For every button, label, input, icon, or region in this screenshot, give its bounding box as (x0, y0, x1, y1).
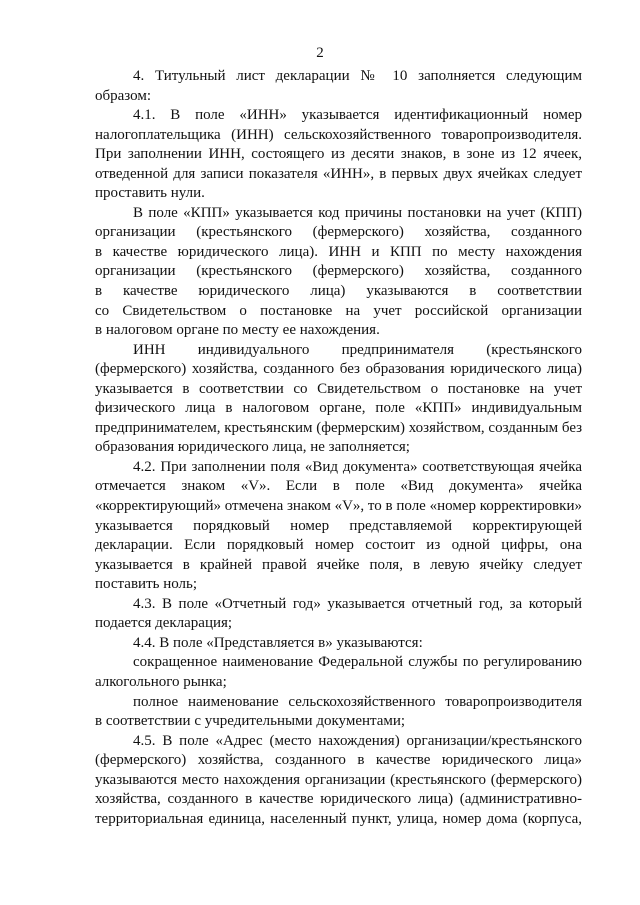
paragraph (95, 106, 582, 204)
text-line: в качестве юридического лица). ИНН и КПП по месту нахождения (95, 243, 582, 260)
text-line: 4.5. В поле «Адрес (место нахождения) организации/крестьянского (133, 732, 582, 749)
text-line: В поле «КПП» указывается код причины постановки на учет (КПП) (133, 204, 582, 221)
text-line: физического лица в налоговом органе, поле «КПП» индивидуальным (95, 400, 582, 417)
text-line: При заполнении ИНН, состоящего из десяти знаков, в зоне из 12 ячеек, (95, 146, 582, 163)
text-line: (фермерского) хозяйства, созданного в качестве юридического лица» (95, 752, 582, 769)
text-line: декларации. Если порядковый номер состоит из одной цифры, она (95, 537, 582, 554)
paragraph (95, 595, 582, 634)
paragraph (95, 653, 582, 692)
text-line: ИНН индивидуального предпринимателя (крестьянского (133, 341, 582, 358)
text-line: 4. Титульный лист декларации № 10 заполняется следующим (133, 68, 582, 84)
text-line: хозяйства, созданного в качестве юридического лица) (административно- (95, 791, 582, 808)
text-line: подается декларация; (95, 615, 233, 632)
text-line: отмечается знаком «V». Если в поле «Вид документа» ячейка (95, 478, 582, 495)
text-line: образования юридического лица, не заполняется; (95, 439, 410, 456)
text-line: 4.4. В поле «Представляется в» указываются: (133, 634, 423, 651)
text-line: в налоговом органе по месту ее нахождения. (95, 322, 380, 339)
paragraph (95, 732, 582, 830)
text-line: поставить ноль; (95, 576, 198, 593)
document-body (95, 67, 582, 829)
text-line: указывается в крайней правой ячейке поля, в левую ячейку следует (95, 556, 582, 573)
text-line: в качестве юридического лица) указываются в соответствии (95, 283, 582, 300)
paragraph (95, 204, 582, 341)
text-line: указываются место нахождения организации (крестьянского (фермерского) (95, 771, 582, 788)
paragraph (95, 693, 582, 732)
text-line: предпринимателем, крестьянским (фермерским) хозяйством, созданным без (95, 419, 583, 436)
paragraph (95, 458, 582, 595)
text-line: указывается в соответствии со Свидетельством о постановке на учет (95, 380, 582, 397)
text-line: 4.1. В поле «ИНН» указывается идентификационный номер (133, 107, 582, 124)
text-line: отведенной для записи показателя «ИНН», в первых двух ячейках следует (95, 165, 582, 182)
paragraph (95, 341, 582, 458)
paragraph (95, 67, 582, 106)
text-line: организации (крестьянского (фермерского) хозяйства, созданного (95, 224, 582, 241)
text-line: территориальная единица, населенный пункт, улица, номер дома (корпуса, (95, 810, 582, 827)
text-line: алкогольного рынка; (95, 673, 227, 690)
text-line: (фермерского) хозяйства, созданного без образования юридического лица) (95, 361, 582, 378)
text-line: «корректирующий» отмечена знаком «V», то в поле «номер корректировки» (95, 498, 582, 515)
text-line: 4.3. В поле «Отчетный год» указывается отчетный год, за который (133, 595, 582, 612)
text-line: образом: (95, 87, 152, 104)
text-line: 4.2. При заполнении поля «Вид документа» соответствующая ячейка (133, 458, 582, 475)
text-line: в соответствии с учредительными документами; (95, 713, 406, 730)
page-number: 2 (316, 45, 324, 61)
text-line: полное наименование сельскохозяйственного товаропроизводителя (133, 693, 582, 710)
text-line: указывается порядковый номер представляемой корректирующей (95, 517, 582, 534)
text-line: налогоплательщика (ИНН) сельскохозяйственного товаропроизводителя. (95, 126, 582, 143)
text-line: организации (крестьянского (фермерского) хозяйства, созданного (95, 263, 582, 280)
text-line: сокращенное наименование Федеральной службы по регулированию (133, 654, 582, 671)
text-line: со Свидетельством о постановке на учет российской организации (95, 302, 582, 319)
paragraph (95, 634, 582, 654)
text-line: проставить нули. (95, 185, 205, 202)
